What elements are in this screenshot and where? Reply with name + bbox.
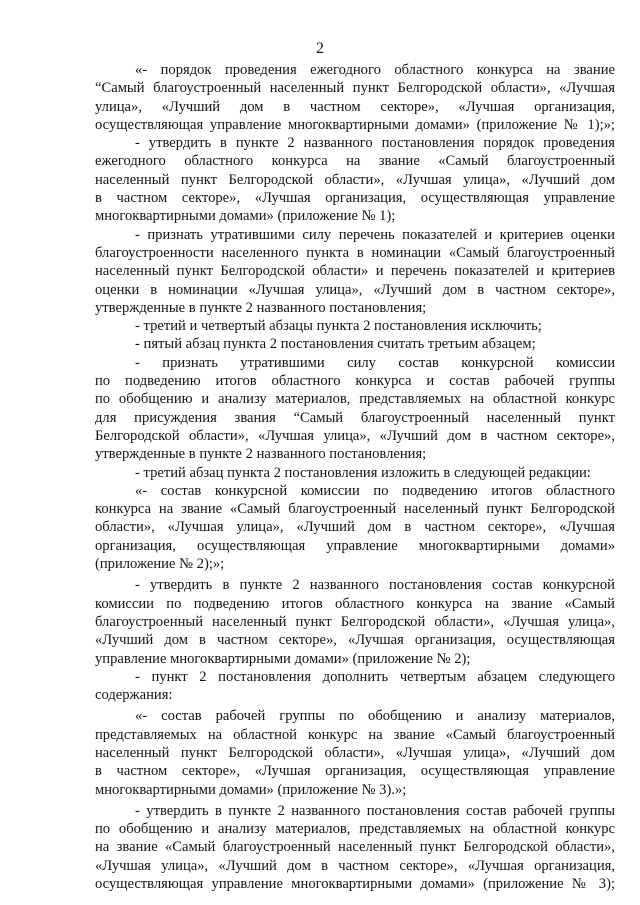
text-line: «Лучшая улица», «Лучший дом в частном секторе», «Лучшая организация,: [95, 857, 615, 874]
text-line: “Самый благоустроенный населенный пункт Белгородской области», «Лучшая: [95, 80, 615, 97]
text-line: - признать утратившими силу состав конкурсной комиссии: [135, 354, 615, 371]
text-line: на звание «Самый благоустроенный населенный пункт Белгородской области»,: [95, 839, 615, 856]
text-line: «Лучший дом в частном секторе», «Лучшая организация, осуществляющая: [95, 632, 615, 649]
text-line: комиссии по подведению итогов областного конкурса на звание «Самый: [95, 595, 615, 612]
text-line: области», «Лучшая улица», «Лучший дом в частном секторе», «Лучшая: [95, 519, 615, 536]
text-line: осуществляющая управление многоквартирными домами» (приложение № 3);: [95, 876, 615, 893]
text-line: «- состав рабочей группы по обобщению и анализу материалов,: [135, 708, 615, 725]
text-line: утвержденные в пункте 2 названного постановления;: [95, 446, 427, 463]
text-line: управление многоквартирными домами» (приложение № 2);: [95, 650, 471, 667]
text-line: в частном секторе», «Лучшая организация, осуществляющая управление: [95, 190, 615, 207]
text-line: - признать утратившими силу перечень показателей и критериев оценки: [135, 226, 615, 243]
text-line: улица», «Лучший дом в частном секторе», «Лучшая организация,: [95, 98, 615, 115]
text-line: благоустроенности населенного пункта в номинации «Самый благоустроенный: [95, 244, 615, 261]
text-line: по подведению итогов областного конкурса и состав рабочей группы: [95, 373, 615, 390]
text-line: ежегодного областного конкурса на звание «Самый благоустроенный: [95, 153, 615, 170]
text-line: оценки в номинации «Лучшая улица», «Лучший дом в частном секторе»,: [95, 281, 615, 298]
text-line: (приложение № 2);»;: [95, 556, 225, 573]
text-line: в частном секторе», «Лучшая организация, осуществляющая управление: [95, 763, 615, 780]
text-line: - утвердить в пункте 2 названного постановления состав рабочей группы: [135, 802, 615, 819]
text-line: Белгородской области», «Лучшая улица», «Лучший дом в частном секторе»,: [95, 427, 615, 444]
document-body: [95, 61, 615, 893]
text-line: «- состав конкурсной комиссии по подведению итогов областного: [135, 482, 615, 499]
text-line: представляемых на областной конкурс на звание «Самый благоустроенный: [95, 726, 615, 743]
page-number: 2: [316, 40, 324, 57]
text-line: многоквартирными домами» (приложение № 3).»;: [95, 781, 407, 798]
text-line: благоустроенный населенный пункт Белгородской области», «Лучшая улица»,: [95, 613, 615, 630]
text-line: содержания:: [95, 687, 173, 704]
text-line: - третий и четвертый абзацы пункта 2 постановления исключить;: [135, 318, 542, 335]
text-line: по обобщению и анализу материалов, представляемых на областной конкурс: [95, 391, 615, 408]
text-line: «- порядок проведения ежегодного областного конкурса на звание: [135, 62, 615, 78]
text-line: - утвердить в пункте 2 названного постановления состав конкурсной: [135, 577, 615, 594]
text-line: по обобщению и анализу материалов, представляемых на областной конкурс: [95, 821, 615, 838]
text-line: осуществляющая управление многоквартирными домами» (приложение № 1);»;: [95, 116, 615, 133]
text-line: - утвердить в пункте 2 названного постановления порядок проведения: [135, 135, 615, 152]
text-line: утвержденные в пункте 2 названного постановления;: [95, 299, 427, 316]
text-line: населенный пункт Белгородской области», «Лучшая улица», «Лучший дом: [95, 171, 615, 188]
text-line: - пятый абзац пункта 2 постановления считать третьим абзацем;: [135, 336, 536, 353]
text-line: населенный пункт Белгородской области», «Лучшая улица», «Лучший дом: [95, 744, 615, 761]
text-line: многоквартирными домами» (приложение № 1);: [95, 208, 396, 225]
text-line: - третий абзац пункта 2 постановления изложить в следующей редакции:: [135, 464, 591, 481]
text-line: населенный пункт Белгородской области» и перечень показателей и критериев: [95, 263, 615, 280]
text-line: для присуждения звания “Самый благоустроенный населенный пункт: [95, 409, 615, 426]
text-line: - пункт 2 постановления дополнить четвертым абзацем следующего: [135, 668, 615, 685]
text-line: организация, осуществляющая управление многоквартирными домами»: [95, 537, 615, 554]
text-line: конкурса на звание «Самый благоустроенный населенный пункт Белгородской: [95, 501, 615, 518]
